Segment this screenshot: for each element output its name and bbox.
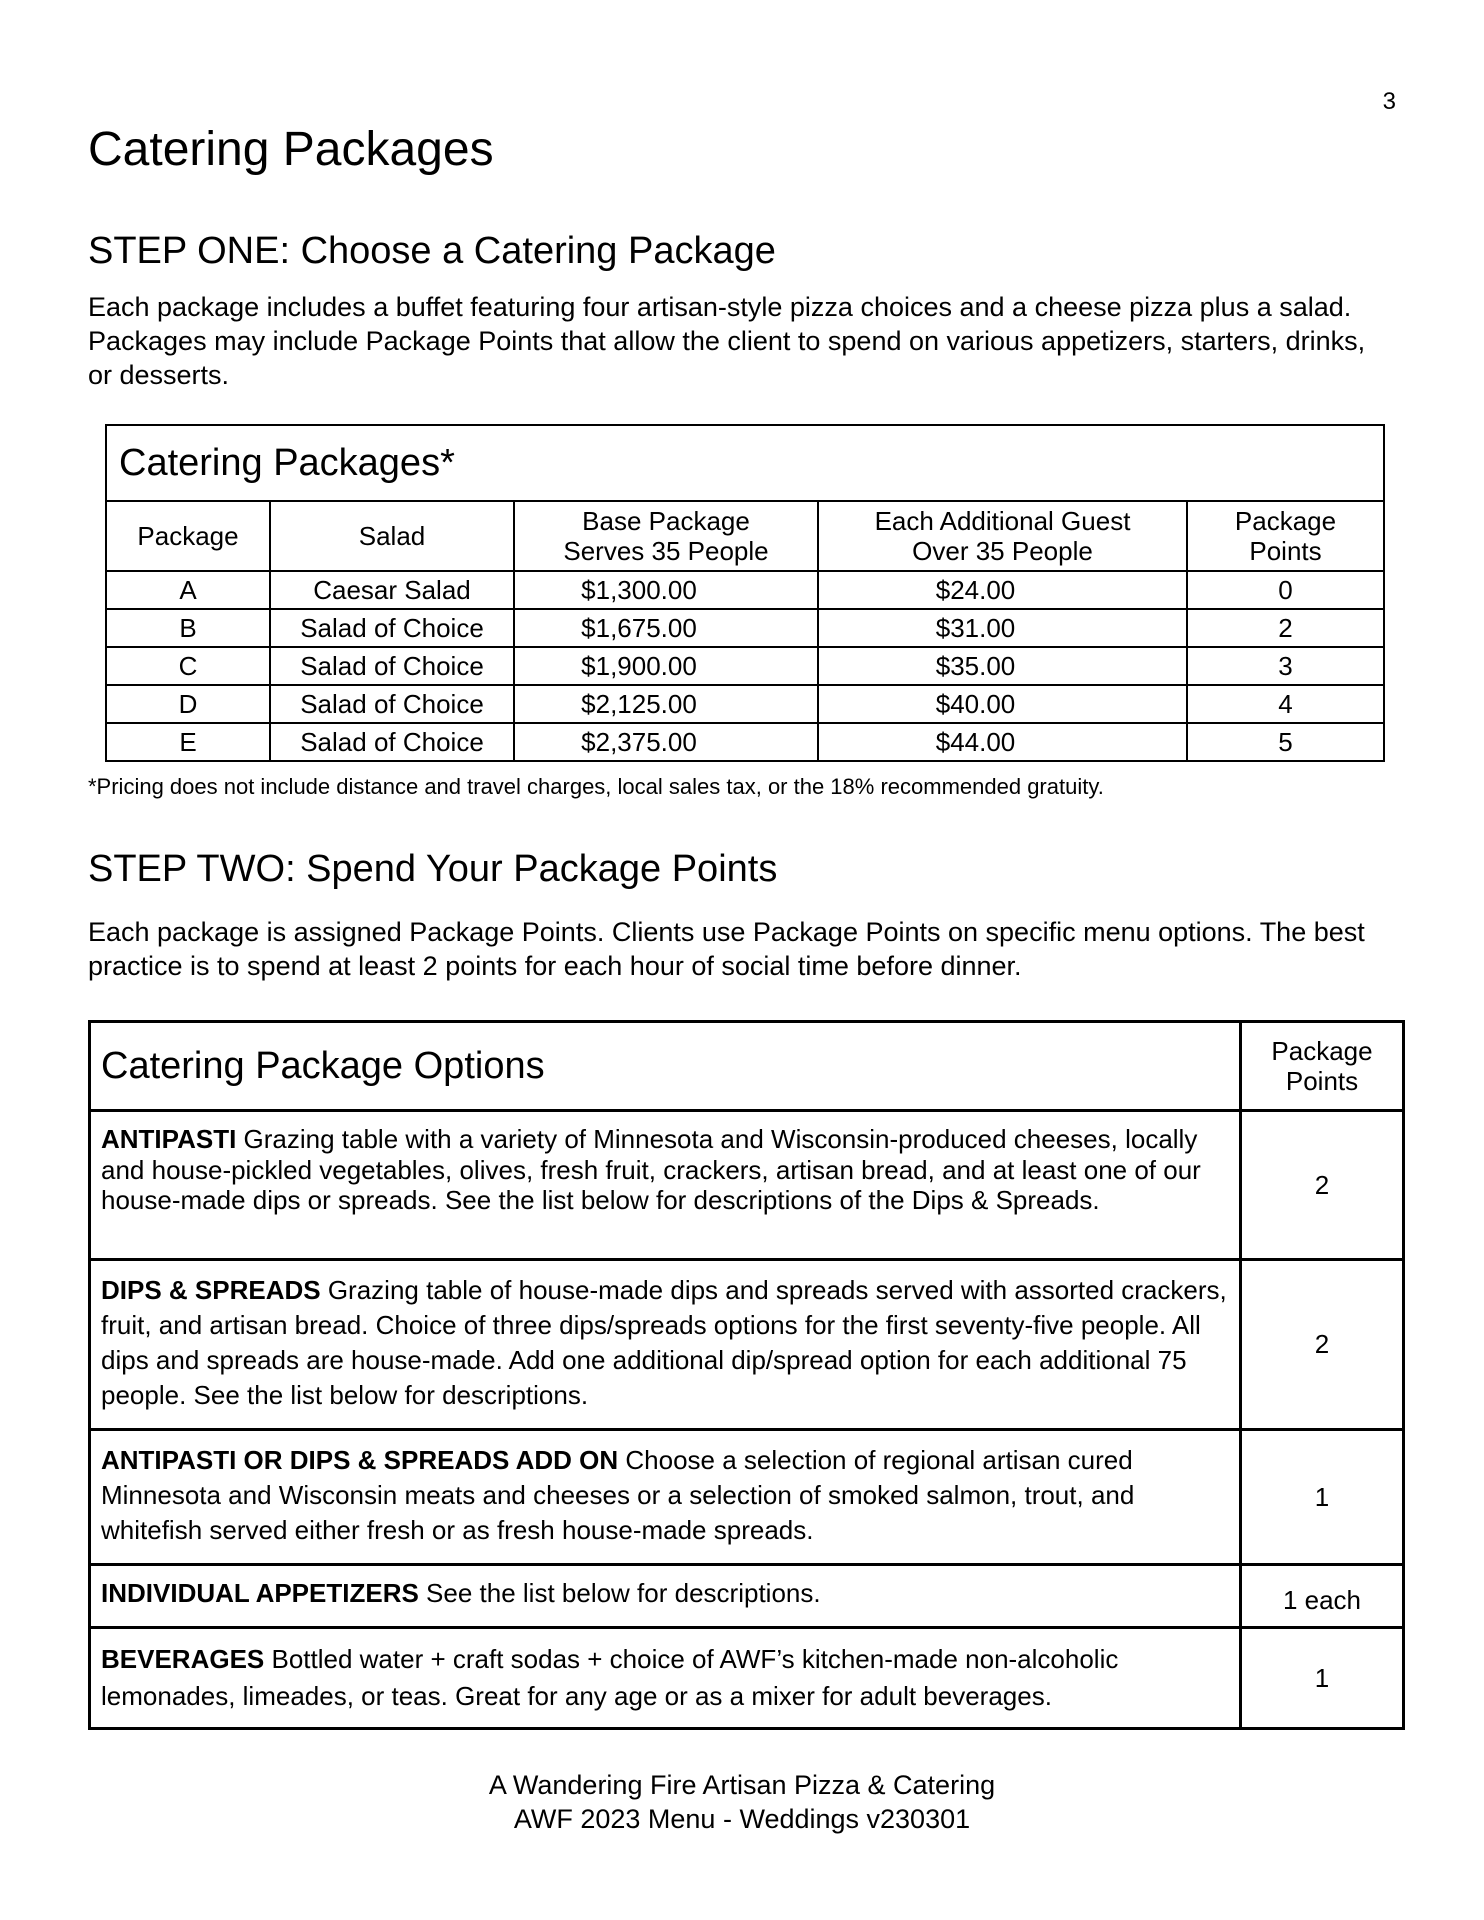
option-description: [90, 1111, 1241, 1260]
option-text: Grazing table with a variety of Minnesota and Wisconsin-produced cheeses, locally and house-pickled vegetables, olives, fresh fruit, crackers, artisan bread, and at least one of our house-made dips or spreads. See the list below for descriptions of the Dips & Spreads.: [101, 1124, 1201, 1215]
option-description: [90, 1260, 1241, 1430]
header-base-line2: Serves 35 People: [563, 536, 769, 566]
package-additional-price: $31.00: [818, 609, 1187, 647]
option-points: 2: [1241, 1260, 1404, 1430]
package-additional-price: $35.00: [818, 647, 1187, 685]
option-label: INDIVIDUAL APPETIZERS: [101, 1578, 419, 1608]
package-points: 0: [1187, 571, 1384, 609]
options-points-line2: Points: [1285, 1066, 1359, 1096]
footer-company: A Wandering Fire Artisan Pizza & Catering: [488, 1770, 996, 1800]
option-description: [90, 1565, 1241, 1628]
table-row: [90, 1260, 1404, 1430]
option-text: See the list below for descriptions.: [418, 1578, 821, 1608]
options-table-title: Catering Package Options: [90, 1022, 1241, 1111]
table-row: [106, 647, 1384, 685]
package-salad: Caesar Salad: [270, 571, 514, 609]
package-points: 4: [1187, 685, 1384, 723]
header-base-line1: Base Package: [582, 506, 750, 536]
page-number: 3: [1382, 88, 1396, 115]
header-package: Package: [106, 501, 270, 571]
option-points: 1: [1241, 1628, 1404, 1729]
option-text: Choose a selection of regional artisan cured Minnesota and Wisconsin meats and cheeses or a selection of smoked salmon, trout, and whitefish served either fresh or as fresh house-made spreads.: [101, 1445, 1135, 1545]
packages-table-header-row: [106, 501, 1384, 571]
package-options-table: [88, 1020, 1405, 1730]
catering-packages-table: [105, 424, 1385, 762]
table-row: [106, 723, 1384, 761]
page-title: Catering Packages: [88, 123, 494, 176]
packages-table-caption: Catering Packages*: [106, 425, 1384, 501]
header-points-line2: Points: [1249, 536, 1322, 566]
table-row: [106, 571, 1384, 609]
table-row: [90, 1111, 1404, 1260]
package-base-price: $1,300.00: [514, 571, 818, 609]
table-row: [106, 685, 1384, 723]
header-additional-line1: Each Additional Guest: [874, 506, 1131, 536]
table-row: [90, 1565, 1404, 1628]
step-two-heading: STEP TWO: Spend Your Package Points: [88, 848, 778, 890]
option-description: [90, 1628, 1241, 1729]
options-table-header-row: [90, 1022, 1404, 1111]
pricing-footnote: *Pricing does not include distance and travel charges, local sales tax, or the 18% recommended gratuity.: [88, 774, 1104, 799]
package-base-price: $1,900.00: [514, 647, 818, 685]
package-salad: Salad of Choice: [270, 723, 514, 761]
header-salad: Salad: [270, 501, 514, 571]
header-package-points: [1187, 501, 1384, 571]
package-base-price: $1,675.00: [514, 609, 818, 647]
option-points: 1 each: [1241, 1565, 1404, 1628]
step-one-heading: STEP ONE: Choose a Catering Package: [88, 230, 776, 272]
footer-version: AWF 2023 Menu - Weddings v230301: [513, 1804, 971, 1834]
page-footer: [0, 1768, 1484, 1836]
package-base-price: $2,375.00: [514, 723, 818, 761]
table-row: [106, 609, 1384, 647]
package-additional-price: $24.00: [818, 571, 1187, 609]
package-letter: C: [106, 647, 270, 685]
option-points: 1: [1241, 1430, 1404, 1565]
option-label: BEVERAGES: [101, 1644, 265, 1674]
option-description: [90, 1430, 1241, 1565]
table-row: [90, 1430, 1404, 1565]
option-label: ANTIPASTI: [101, 1124, 237, 1154]
header-additional-guest: [818, 501, 1187, 571]
options-points-line1: Package: [1271, 1036, 1373, 1066]
option-label: ANTIPASTI OR DIPS & SPREADS ADD ON: [101, 1445, 619, 1475]
package-salad: Salad of Choice: [270, 647, 514, 685]
option-text: Grazing table of house-made dips and spreads served with assorted crackers, fruit, and artisan bread. Choice of three dips/spreads options for the first seventy-five people. All dips and spreads are house-made. Add one additional dip/spread option for each additional 75 people. See the list below for descriptions.: [101, 1275, 1227, 1410]
package-letter: D: [106, 685, 270, 723]
package-letter: A: [106, 571, 270, 609]
package-base-price: $2,125.00: [514, 685, 818, 723]
package-letter: B: [106, 609, 270, 647]
package-additional-price: $44.00: [818, 723, 1187, 761]
package-salad: Salad of Choice: [270, 685, 514, 723]
package-points: 2: [1187, 609, 1384, 647]
package-salad: Salad of Choice: [270, 609, 514, 647]
package-additional-price: $40.00: [818, 685, 1187, 723]
header-additional-line2: Over 35 People: [912, 536, 1093, 566]
table-row: [90, 1628, 1404, 1729]
options-header-points: [1241, 1022, 1404, 1111]
option-label: DIPS & SPREADS: [101, 1275, 321, 1305]
step-one-description: Each package includes a buffet featuring four artisan-style pizza choices and a cheese pizza plus a salad. Packages may include Package Points that allow the client to spend on various appetizers, starters, drinks, or desserts.: [88, 292, 1366, 390]
package-letter: E: [106, 723, 270, 761]
option-points: 2: [1241, 1111, 1404, 1260]
package-points: 5: [1187, 723, 1384, 761]
package-points: 3: [1187, 647, 1384, 685]
header-points-line1: Package: [1234, 506, 1337, 536]
option-text: Bottled water + craft sodas + choice of AWF’s kitchen-made non-alcoholic lemonades, limeades, or teas. Great for any age or as a mixer for adult beverages.: [101, 1644, 1119, 1711]
step-two-description: Each package is assigned Package Points. Clients use Package Points on specific menu options. The best practice is to spend at least 2 points for each hour of social time before dinner.: [88, 917, 1365, 981]
header-base-package: [514, 501, 818, 571]
